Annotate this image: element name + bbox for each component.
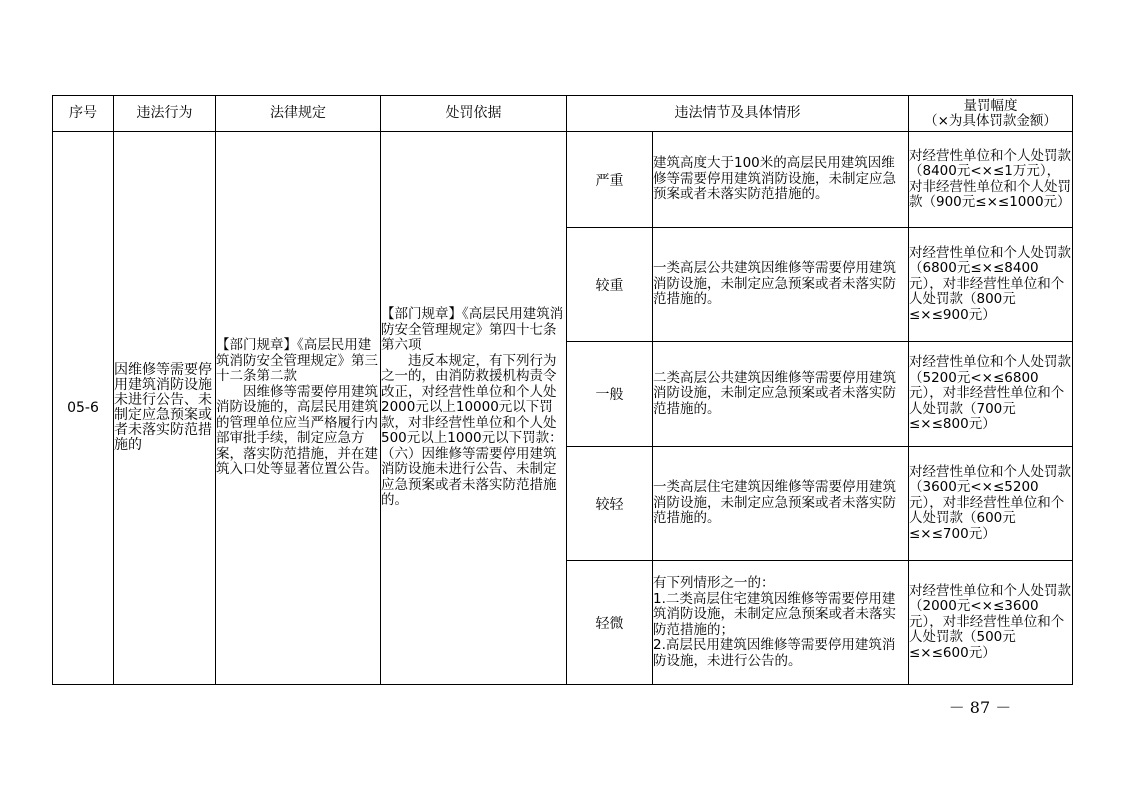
condition-serious: 一类高层公共建筑因维修等需要停用建筑消防设施，未制定应急预案或者未落实防范措施的。: [653, 228, 909, 342]
level-slight: 轻微: [567, 561, 653, 685]
header-penalty-range: [909, 96, 1073, 132]
level-minor: 较轻: [567, 447, 653, 561]
condition-severe: 建筑高度大于100米的高层民用建筑因维修等需要停用建筑消防设施，未制定应急预案或者未落实防范措施的。: [653, 132, 909, 228]
penalty-standard-table: [52, 95, 1073, 685]
range-minor: 对经营性单位和个人处罚款（3600元<×≤5200元），对非经营性单位和个人处罚款（600元≤×≤700元）: [909, 447, 1073, 561]
basis-title: 【部门规章】《高层民用建筑消防安全管理规定》第四十七条第六项: [381, 306, 564, 354]
header-circumstances: 违法情节及具体情形: [567, 96, 909, 132]
range-severe: 对经营性单位和个人处罚款（8400元<×≤1万元），对非经营性单位和个人处罚款（900元≤×≤1000元）: [909, 132, 1073, 228]
condition-general: 二类高层公共建筑因维修等需要停用建筑消防设施，未制定应急预案或者未落实防范措施的。: [653, 342, 909, 447]
header-violation: 违法行为: [114, 96, 216, 132]
item-seq: 05-6: [53, 132, 114, 685]
law-title: 【部门规章】《高层民用建筑消防安全管理规定》第三十二条第二款: [216, 337, 378, 385]
header-penalty-range-note: （×为具体罚款金额）: [924, 112, 1057, 129]
header-penalty-basis: 处罚依据: [381, 96, 567, 132]
range-slight: 对经营性单位和个人处罚款（2000元<×≤3600元），对非经营性单位和个人处罚款（500元≤×≤600元）: [909, 561, 1073, 685]
page-number: － 87 －: [948, 698, 1012, 717]
header-seq: 序号: [53, 96, 114, 132]
condition-minor: 一类高层住宅建筑因维修等需要停用建筑消防设施，未制定应急预案或者未落实防范措施的。: [653, 447, 909, 561]
basis-text: 违反本规定，有下列行为之一的，由消防救援机构责令改正，对经营性单位和个人处2000元以上10000元以下罚款，对非经营性单位和个人处500元以上1000元以下罚款：（六）因维修等需要停用建筑消防设施未进行公告、未制定应急预案或者未落实防范措施的。: [381, 352, 563, 509]
range-serious: 对经营性单位和个人处罚款（6800元≤×≤8400元），对非经营性单位和个人处罚款（800元≤×≤900元）: [909, 228, 1073, 342]
level-serious: 较重: [567, 228, 653, 342]
item-legal-provision: [216, 132, 381, 685]
table-header-row: [53, 96, 1073, 132]
range-general: 对经营性单位和个人处罚款（5200元<×≤6800元），对非经营性单位和个人处罚款（700元≤×≤800元）: [909, 342, 1073, 447]
item-violation: 因维修等需要停用建筑消防设施未进行公告、未制定应急预案或者未落实防范措施的: [114, 132, 216, 685]
header-penalty-range-title: 量罚幅度: [963, 97, 1018, 114]
item-penalty-basis: [381, 132, 567, 685]
table-row: [53, 132, 1073, 228]
level-general: 一般: [567, 342, 653, 447]
level-severe: 严重: [567, 132, 653, 228]
condition-slight: [653, 561, 909, 685]
condition-slight-text: 有下列情形之一的： 1.二类高层住宅建筑因维修等需要停用建筑消防设施，未制定应急预案或者未落实防范措施的； 2.高层民用建筑因维修等需要停用建筑消防设施，未进行公告的。: [653, 575, 896, 669]
header-legal-provision: 法律规定: [216, 96, 381, 132]
law-text: 因维修等需要停用建筑消防设施的，高层民用建筑的管理单位应当严格履行内部审批手续，制定应急方案，落实防范措施，并在建筑入口处等显著位置公告。: [216, 383, 378, 478]
